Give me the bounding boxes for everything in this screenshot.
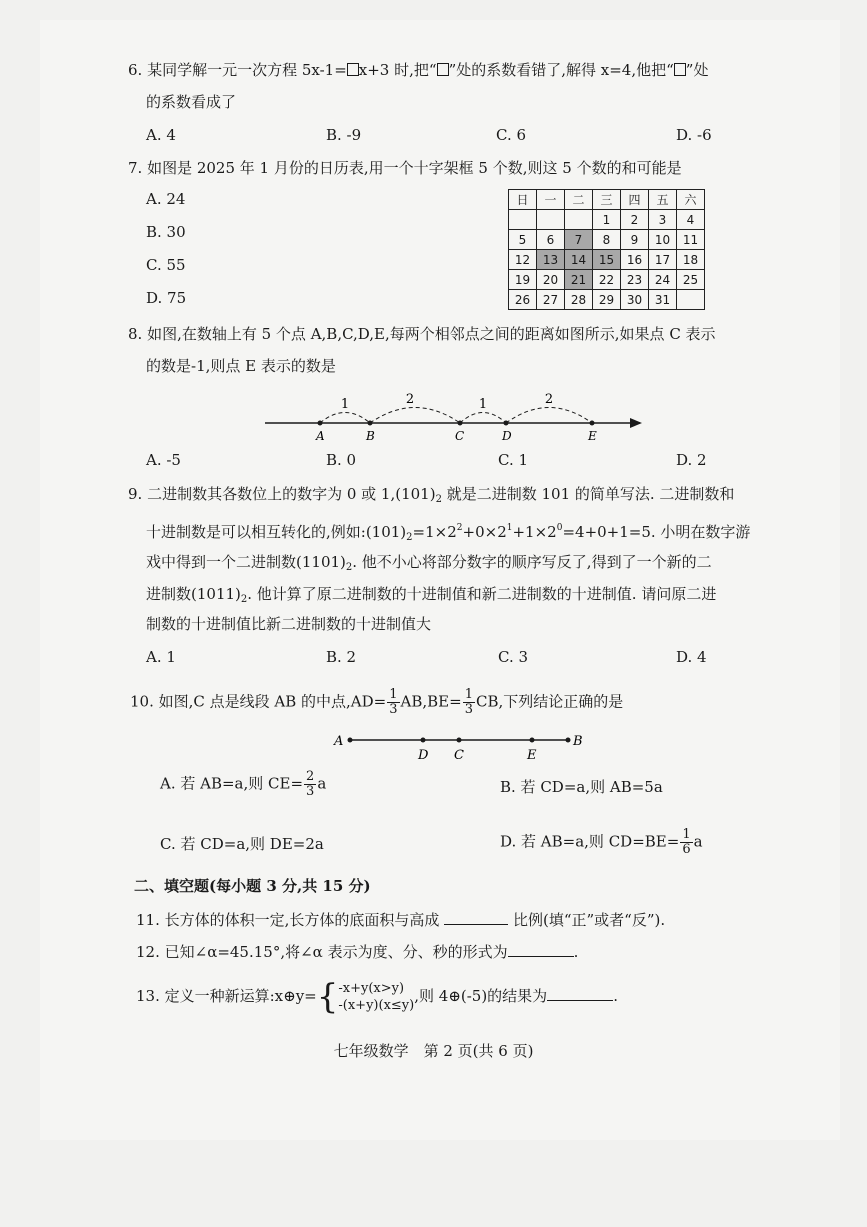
q6-text-a: 6. 某同学解一元一次方程 5x-1=: [128, 61, 347, 79]
q8-option-b[interactable]: B. 0: [326, 451, 357, 469]
point-a-dot: [348, 738, 353, 743]
q9-l3-a: 戏中得到一个二进制数(1101): [146, 553, 346, 571]
calendar-day-cell: 29: [593, 290, 621, 310]
calendar-week-row: [509, 250, 705, 270]
q9-option-b[interactable]: B. 2: [326, 648, 357, 666]
q6-text-c: ”处的系数看错了,解得 x=4,他把“: [448, 61, 674, 79]
fraction-two-thirds: [304, 770, 316, 799]
piecewise-cases: [338, 980, 414, 1014]
calendar-weekday-cell: 一: [537, 190, 565, 210]
q11-text-a: 11. 长方体的体积一定,长方体的底面积与高成: [136, 911, 440, 929]
q9-l2-i: =4+0+1=5. 小明在数字游: [562, 523, 751, 541]
q6-stem-line2: 的系数看成了: [146, 93, 237, 111]
point-e-label: E: [527, 748, 537, 763]
point-c-label: C: [455, 429, 465, 443]
point-d-dot: [504, 421, 509, 426]
q6-option-a[interactable]: A. 4: [146, 126, 176, 144]
q8-stem-line1: 8. 如图,在数轴上有 5 个点 A,B,C,D,E,每两个相邻点之间的距离如图所示,如果点 C 表示: [128, 325, 716, 343]
calendar-weekday-cell: 三: [593, 190, 621, 210]
q8-option-d[interactable]: D. 2: [676, 451, 707, 469]
calendar-table: [508, 189, 705, 310]
left-brace-icon: {: [316, 977, 339, 1017]
blank-box-icon: [437, 63, 449, 76]
q8-stem-line2: 的数是-1,则点 E 表示的数是: [146, 357, 336, 375]
gap-arc-cd: [460, 413, 506, 424]
calendar-weekday-cell: 日: [509, 190, 537, 210]
point-b-dot: [566, 738, 571, 743]
q9-l2-a: 十进制数是可以相互转化的,例如:(101): [146, 523, 407, 541]
calendar-day-cell: 26: [509, 290, 537, 310]
fraction-one-third: [463, 688, 475, 717]
calendar-day-cell: 6: [537, 230, 565, 250]
point-d-label: D: [418, 748, 429, 763]
gap-label-cd: 1: [478, 397, 488, 412]
calendar-day-cell: 16: [621, 250, 649, 270]
calendar-day-cell: 5: [509, 230, 537, 250]
point-b-dot: [368, 421, 373, 426]
point-a-label: A: [334, 734, 344, 749]
q11-answer-blank[interactable]: [444, 924, 508, 925]
frac-den: 3: [389, 702, 398, 717]
q7-option-d[interactable]: D. 75: [146, 289, 187, 307]
q9-l1-text: 9. 二进制数其各数位上的数字为 0 或 1,(101): [128, 485, 436, 503]
calendar-week-row: [509, 230, 705, 250]
calendar-day-cell: 13: [537, 250, 565, 270]
q10-opt-a-tail: a: [317, 774, 327, 793]
point-b-label: B: [573, 734, 583, 749]
q9-line4: [146, 584, 716, 610]
q9-l4-sub: 2: [240, 594, 248, 605]
q11-text-b: 比例(填“正”或者“反”).: [512, 911, 666, 929]
frac-den: 3: [464, 702, 473, 717]
calendar-day-cell: 2: [621, 210, 649, 230]
exam-page: [40, 20, 840, 1140]
calendar-weekday-cell: 二: [565, 190, 593, 210]
calendar-weekday-cell: 六: [677, 190, 705, 210]
q13-answer-blank[interactable]: [547, 1000, 613, 1001]
q13-text-c: .: [613, 987, 618, 1005]
q8-option-a[interactable]: A. -5: [146, 451, 181, 469]
q6-option-d[interactable]: D. -6: [676, 126, 712, 144]
q9-l3-sub: 2: [345, 562, 353, 573]
q12-line: [136, 942, 578, 962]
point-e-dot: [530, 738, 535, 743]
point-c-label: C: [454, 748, 464, 763]
q13-case2: -(x+y)(x≤y): [338, 998, 415, 1013]
q10-opt-d-text: D. 若 AB=a,则 CD=BE=: [500, 832, 680, 851]
calendar-day-cell: [677, 290, 705, 310]
q6-text-d: ”处: [685, 61, 709, 79]
number-line-diagram: [260, 388, 650, 448]
q10-option-b[interactable]: B. 若 CD=a,则 AB=5a: [500, 778, 663, 796]
gap-label-bc: 2: [405, 392, 415, 407]
q6-text-b: x+3 时,把“: [358, 61, 437, 79]
q9-option-c[interactable]: C. 3: [498, 648, 529, 666]
calendar-day-cell: 21: [565, 270, 593, 290]
calendar-day-cell: 25: [677, 270, 705, 290]
calendar-weekday-cell: 五: [649, 190, 677, 210]
q10-opt-d-tail: a: [693, 832, 703, 851]
q12-text-a: 12. 已知∠α=45.15°,将∠α 表示为度、分、秒的形式为: [136, 943, 508, 961]
q6-stem-line1: [128, 60, 708, 80]
calendar-day-cell: [565, 210, 593, 230]
q9-option-a[interactable]: A. 1: [146, 648, 176, 666]
frac-den: 6: [682, 842, 691, 857]
q13-case1: -x+y(x>y): [338, 981, 405, 996]
q7-option-c[interactable]: C. 55: [146, 256, 186, 274]
calendar-day-cell: 14: [565, 250, 593, 270]
q11-line: [136, 910, 665, 930]
point-a-dot: [318, 421, 323, 426]
q10-option-c[interactable]: C. 若 CD=a,则 DE=2a: [160, 835, 324, 853]
point-e-dot: [590, 421, 595, 426]
q7-option-a[interactable]: A. 24: [146, 190, 186, 208]
calendar-day-cell: 28: [565, 290, 593, 310]
q13-text-a: 13. 定义一种新运算:x⊕y=: [136, 987, 317, 1005]
calendar-day-cell: 4: [677, 210, 705, 230]
section-heading-fill-in: 二、填空题(每小题 3 分,共 15 分): [134, 877, 371, 895]
blank-box-icon: [674, 63, 686, 76]
calendar-day-cell: 15: [593, 250, 621, 270]
q9-l1-sub: 2: [435, 494, 442, 505]
calendar-day-cell: 9: [621, 230, 649, 250]
q9-l2-sup2: 1: [506, 523, 513, 533]
q8-option-c[interactable]: C. 1: [498, 451, 529, 469]
fraction-one-sixth: [680, 828, 692, 857]
frac-num: 2: [306, 769, 315, 784]
point-c-dot: [458, 421, 463, 426]
q9-line3: [146, 552, 712, 578]
calendar-day-cell: 10: [649, 230, 677, 250]
frac-den: 3: [306, 784, 315, 799]
calendar-day-cell: 31: [649, 290, 677, 310]
q9-l2-sup3: 0: [556, 523, 563, 533]
gap-arc-bc: [370, 408, 460, 424]
point-c-dot: [457, 738, 462, 743]
q9-l4-a: 进制数(1011): [146, 585, 241, 603]
q10-stem: [130, 688, 623, 717]
calendar-day-cell: 1: [593, 210, 621, 230]
calendar-day-cell: 27: [537, 290, 565, 310]
frac-num: 1: [682, 827, 691, 842]
blank-box-icon: [347, 63, 359, 76]
calendar-day-cell: 18: [677, 250, 705, 270]
gap-arc-ab: [320, 413, 370, 424]
q12-answer-blank[interactable]: [508, 956, 574, 957]
calendar-weekday-cell: 四: [621, 190, 649, 210]
q10-text-b: AB,BE=: [400, 692, 462, 711]
gap-label-ab: 1: [340, 397, 350, 412]
q9-line1: [128, 484, 734, 510]
calendar-header-row: [509, 190, 705, 210]
page-footer: 七年级数学 第 2 页(共 6 页): [333, 1042, 534, 1060]
calendar-day-cell: 12: [509, 250, 537, 270]
q9-line5: 制数的十进制值比新二进制数的十进制值大: [146, 615, 432, 633]
q9-l4-c: . 他计算了原二进制数的十进制值和新二进制数的十进制值. 请问原二进: [247, 585, 717, 603]
calendar-day-cell: 3: [649, 210, 677, 230]
point-d-label: D: [502, 429, 512, 443]
calendar-day-cell: [509, 210, 537, 230]
calendar-day-cell: 20: [537, 270, 565, 290]
arrow-right-icon: [630, 418, 642, 428]
calendar-day-cell: 19: [509, 270, 537, 290]
q6-option-b[interactable]: B. -9: [326, 126, 362, 144]
calendar-day-cell: 22: [593, 270, 621, 290]
q9-l2-g: +1×2: [512, 523, 557, 541]
calendar-week-row: [509, 270, 705, 290]
q12-text-b: .: [573, 943, 579, 961]
q10-option-a[interactable]: [160, 770, 326, 799]
q9-option-d[interactable]: D. 4: [676, 648, 707, 666]
q6-option-c[interactable]: C. 6: [496, 126, 527, 144]
calendar-week-row: [509, 210, 705, 230]
calendar-day-cell: [537, 210, 565, 230]
frac-num: 1: [464, 687, 473, 702]
q13-text-b: ,则 4⊕(-5)的结果为: [414, 987, 548, 1005]
q9-l2-c: =1×2: [412, 523, 457, 541]
frac-num: 1: [389, 687, 398, 702]
calendar-day-cell: 7: [565, 230, 593, 250]
calendar-day-cell: 17: [649, 250, 677, 270]
q9-l2-sup1: 2: [456, 523, 463, 533]
calendar-week-row: [509, 290, 705, 310]
q10-text-c: CB,下列结论正确的是: [475, 692, 624, 711]
calendar-day-cell: 8: [593, 230, 621, 250]
q9-l2-e: +0×2: [462, 523, 507, 541]
point-b-label: B: [366, 429, 375, 443]
segment-ab-diagram: [330, 728, 590, 764]
q10-text-a: 10. 如图,C 点是线段 AB 的中点,AD=: [130, 692, 387, 711]
q9-l3-c: . 他不小心将部分数字的顺序写反了,得到了一个新的二: [352, 553, 712, 571]
calendar-day-cell: 30: [621, 290, 649, 310]
calendar-day-cell: 11: [677, 230, 705, 250]
point-a-label: A: [316, 429, 325, 443]
q7-stem: 7. 如图是 2025 年 1 月份的日历表,用一个十字架框 5 个数,则这 5 个数的和可能是: [128, 159, 682, 177]
q10-option-d[interactable]: [500, 828, 703, 857]
q9-l1-text-c: 就是二进制数 101 的简单写法. 二进制数和: [441, 485, 735, 503]
q10-opt-a-text: A. 若 AB=a,则 CE=: [160, 774, 304, 793]
q9-line2: [146, 518, 750, 548]
point-d-dot: [421, 738, 426, 743]
calendar-day-cell: 24: [649, 270, 677, 290]
gap-label-de: 2: [544, 392, 554, 407]
q13-line: [136, 976, 618, 1017]
calendar-day-cell: 23: [621, 270, 649, 290]
gap-arc-de: [506, 408, 592, 424]
q9-l2-sub: 2: [406, 532, 413, 543]
point-e-label: E: [588, 429, 597, 443]
q7-option-b[interactable]: B. 30: [146, 223, 186, 241]
fraction-one-third: [387, 688, 399, 717]
